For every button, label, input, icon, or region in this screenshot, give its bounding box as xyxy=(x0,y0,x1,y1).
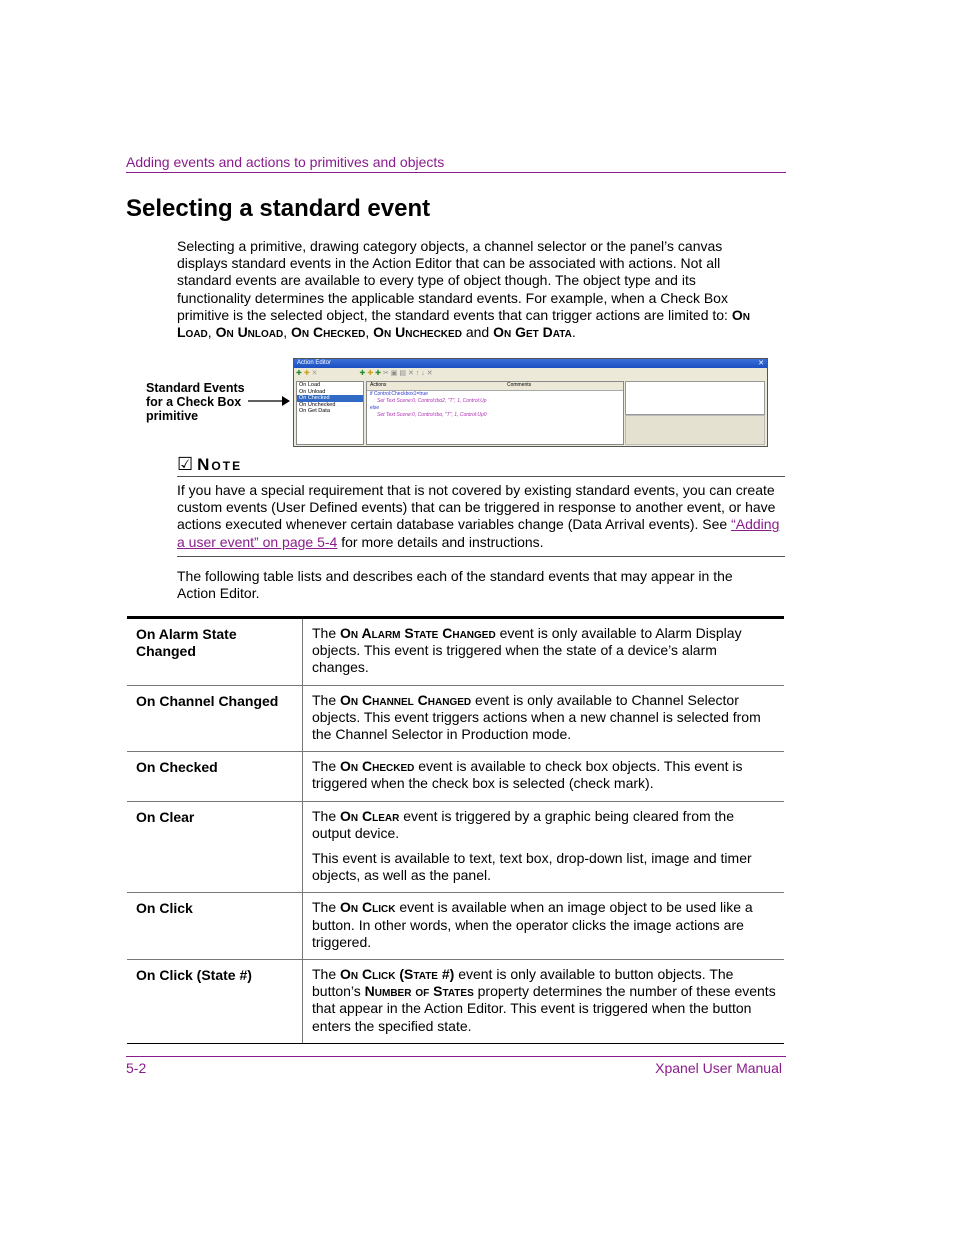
insert-icon[interactable]: ✚ xyxy=(359,370,366,377)
add-action-icon[interactable]: ✚ xyxy=(303,370,310,377)
event-list-item-selected[interactable]: On Checked xyxy=(297,395,363,402)
event-name: On Channel Changed xyxy=(136,692,279,709)
table-intro: The following table lists and describes each of the standard events that may appear in the Action Editor. xyxy=(177,568,733,602)
figure-callout-line: for a Check Box xyxy=(146,395,242,409)
desc-text: The xyxy=(312,625,341,641)
event-description-cell xyxy=(303,960,784,1043)
desc-text: The xyxy=(312,899,341,916)
event-name-cell xyxy=(127,686,303,752)
delete-icon[interactable]: ✕ xyxy=(311,370,318,377)
desc-event-name: On Channel Changed xyxy=(340,691,472,708)
event-name-cell xyxy=(127,960,303,1043)
close-icon[interactable]: ✕ xyxy=(758,360,764,367)
event-name: On Alarm State Changed xyxy=(136,626,237,660)
desc-extra: This event is available to text, text box, drop-down list, image and timer objects, as well as the panel. xyxy=(312,850,752,884)
desc-text: event is only available to button objects. The button’s xyxy=(312,966,734,1000)
desc-event-name: On Click xyxy=(340,899,396,916)
action-line[interactable]: if Control:Checkbox1=true xyxy=(370,391,428,397)
event-description-cell xyxy=(303,686,784,752)
action-line[interactable]: else xyxy=(370,405,380,411)
disable-icon[interactable]: ✕ xyxy=(426,370,433,377)
event-name: On Click (State #) xyxy=(136,967,252,984)
event-description-cell xyxy=(303,752,784,800)
note-text: If you have a special requirement that is not covered by existing standard events, you can create custom events (User Defined events) that can be triggered in response to another event, or have actions executed whenever certain database variables change (Data Arrival events). See xyxy=(177,482,776,533)
desc-event-name: On Checked xyxy=(340,758,415,775)
intro-text: Selecting a primitive, drawing category objects, a channel selector or the panel’s canvas displays standard events in the Action Editor that can be associated with actions. Not all standard events are available to every type of object though. The object type and its functionality determines the applicable standard events. For example, when a Check Box primitive is the selected object, the standard events that can trigger actions are limited to: xyxy=(177,238,732,323)
move-down-icon[interactable]: ↓ xyxy=(421,370,425,377)
event-name: On Checked xyxy=(136,759,218,776)
event-list-item[interactable]: On Unchecked xyxy=(299,401,336,408)
note-label: Note xyxy=(197,455,243,474)
desc-text: The xyxy=(312,966,341,983)
event-list-item[interactable]: On Load xyxy=(299,382,321,388)
and-word: and xyxy=(465,324,490,341)
event-name: On Load xyxy=(177,306,750,341)
note-heading xyxy=(177,454,242,475)
intro-paragraph: Selecting a primitive, drawing category objects, a channel selector or the panel’s canvas displays standard events in the Action Editor that can be associated with actions. Not all standard events are available to every type of object though. The object type and its functionality determines the applicable standard events. For example, when a Check Box primitive is the selected object, the standard events that can trigger actions are limited to: On Load, On Unload, On Checked, On Unchecked and On Get Data. xyxy=(177,238,750,341)
desc-text: event is only available to Channel Selector objects. This event triggers actions when a new channel is selected from the Channel Selector in Production mode. xyxy=(312,691,761,743)
note-rule-top xyxy=(177,476,785,477)
callout-arrow xyxy=(248,395,290,407)
note-rule-bottom xyxy=(177,556,785,557)
event-name: On Checked xyxy=(291,324,366,341)
insert-else-icon[interactable]: ✚ xyxy=(375,370,382,377)
copy-icon[interactable]: ▣ xyxy=(390,370,398,377)
table-row xyxy=(127,619,784,686)
breadcrumb: Adding events and actions to primitives and objects xyxy=(126,154,445,170)
figure-callout-line: Standard Events xyxy=(146,381,245,395)
event-name: On Click xyxy=(136,900,193,917)
desc-text: event is available when an image object to be used like a button. In other words, when the operator clicks the image actions are triggered. xyxy=(312,899,753,950)
action-line[interactable]: Set Text Scene:0, Control:tbo2, "T", 1, Control:Up xyxy=(377,398,487,404)
event-name: On Clear xyxy=(136,808,195,825)
delete-action-icon[interactable]: ✕ xyxy=(407,370,414,377)
desc-event-name: On Clear xyxy=(340,807,400,824)
properties-pane xyxy=(625,381,765,415)
intro-end: . xyxy=(571,324,576,341)
event-description-cell xyxy=(303,893,784,959)
page-number: 5-2 xyxy=(126,1060,147,1076)
comments-column-header[interactable]: Comments xyxy=(507,382,532,388)
table-row xyxy=(127,893,784,960)
action-editor-titlebar xyxy=(294,359,767,368)
event-list-item[interactable]: On Unload xyxy=(299,388,326,395)
table-row xyxy=(127,960,784,1044)
table-row xyxy=(127,752,784,801)
action-editor-title: Action Editor xyxy=(297,360,332,366)
note-paragraph xyxy=(177,482,782,551)
event-name-cell xyxy=(127,893,303,959)
paste-icon[interactable]: ▤ xyxy=(399,370,406,377)
event-name-cell xyxy=(127,752,303,800)
event-list xyxy=(296,381,364,445)
desc-text: event is only available to Alarm Display objects. This event is triggered when the state of a device’s alarm changes. xyxy=(312,625,742,676)
user-event-link[interactable]: “Adding a user event” on page 5-4 xyxy=(177,516,780,550)
actions-pane xyxy=(366,381,624,445)
figure-callout-line: primitive xyxy=(146,409,199,423)
desc-text: The xyxy=(312,758,341,775)
table-row xyxy=(127,686,784,753)
action-editor-screenshot xyxy=(293,358,768,447)
event-name: On Unchecked xyxy=(373,324,462,341)
insert-if-icon[interactable]: ✚ xyxy=(367,370,374,377)
figure-callout xyxy=(146,381,245,423)
action-editor-toolbar xyxy=(296,369,761,379)
move-up-icon[interactable]: ↑ xyxy=(415,370,420,377)
desc-text: The xyxy=(312,807,341,824)
event-name: On Get Data xyxy=(493,324,572,341)
desc-event-name: On Click (State #) xyxy=(340,966,455,983)
desc-text: property determines the number of these events that appear in the Action Editor. This event is triggered when the button enters the specified state. xyxy=(312,983,776,1034)
event-name-cell xyxy=(127,802,303,893)
checkmark-icon: ☑ xyxy=(177,454,194,474)
header-rule xyxy=(126,172,786,173)
cut-icon[interactable]: ✂ xyxy=(382,370,389,377)
event-name: On Unload xyxy=(215,324,284,341)
page-title: Selecting a standard event xyxy=(126,195,431,222)
desc-property-name: Number of States xyxy=(364,983,474,1000)
add-event-icon[interactable]: ✚ xyxy=(296,370,302,377)
manual-title: Xpanel User Manual xyxy=(655,1060,782,1076)
event-description-cell xyxy=(303,619,784,685)
note-text-end: for more details and instructions. xyxy=(337,533,544,550)
events-table xyxy=(127,616,784,1044)
desc-text: event is triggered by a graphic being cleared from the output device. xyxy=(312,807,734,841)
help-pane xyxy=(625,415,765,445)
action-line[interactable]: Set Text Scene:0, Control:tbo, "T", 1, Control:Up0 xyxy=(377,412,487,418)
desc-text: event is available to check box objects. This event is triggered when the check box is selected (check mark). xyxy=(312,758,743,792)
actions-header xyxy=(367,382,623,391)
desc-event-name: On Alarm State Changed xyxy=(340,625,496,641)
actions-column-header[interactable]: Actions xyxy=(370,382,387,388)
event-description-cell xyxy=(303,802,784,893)
event-list-item[interactable]: On Get Data xyxy=(299,408,330,415)
footer-rule xyxy=(126,1056,786,1057)
desc-text: The xyxy=(312,691,341,708)
event-name-cell xyxy=(127,619,303,685)
table-row xyxy=(127,802,784,894)
